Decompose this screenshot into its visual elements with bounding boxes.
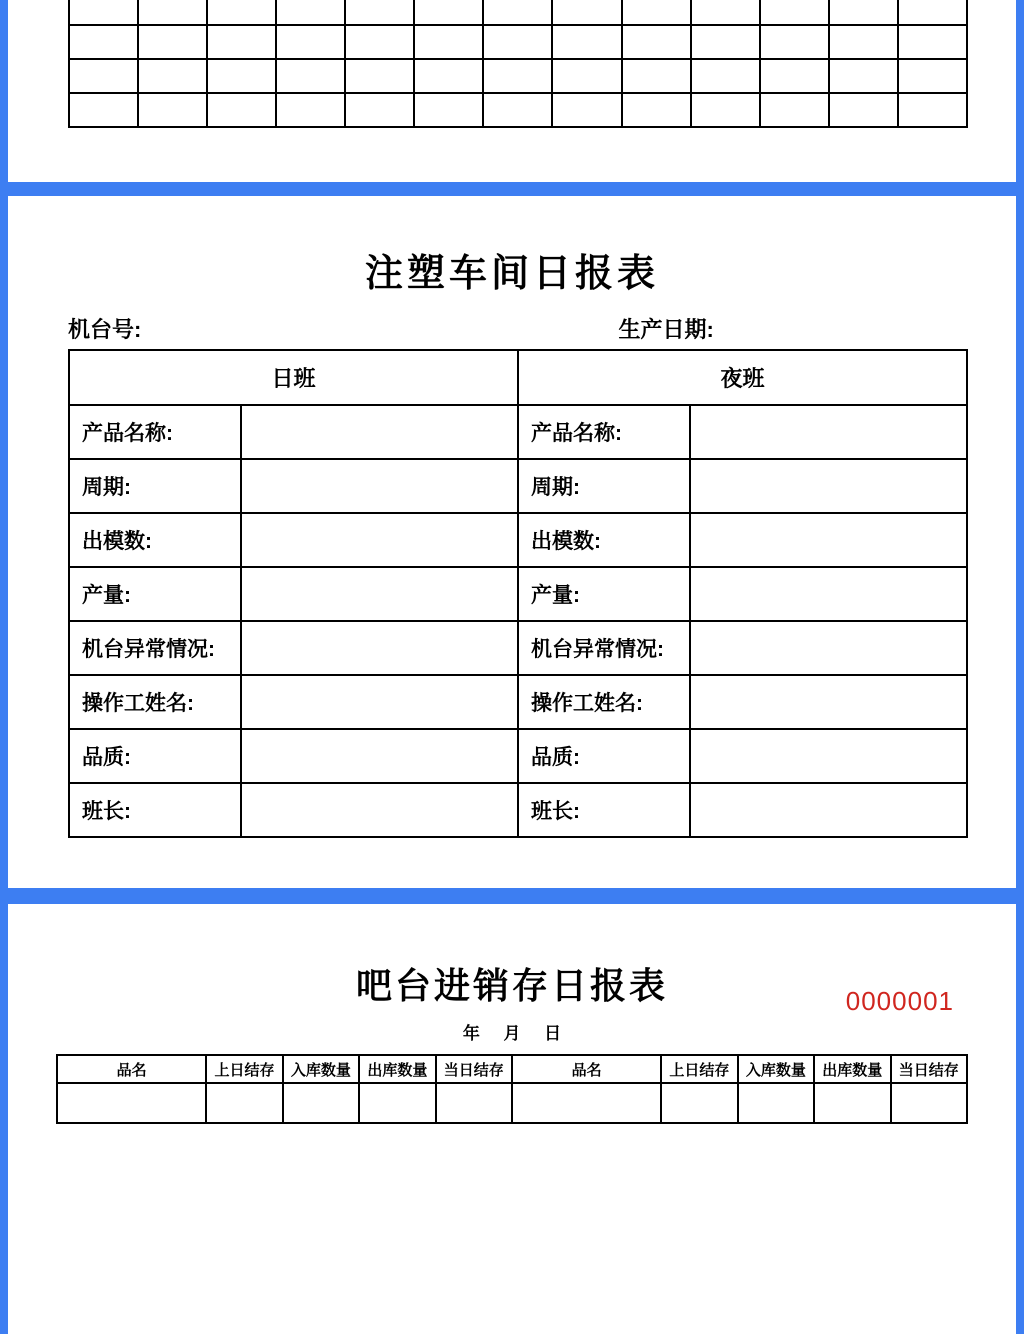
grid-cell (552, 93, 621, 127)
grid-cell (760, 0, 829, 25)
grid-cell (207, 25, 276, 59)
grid-cell (414, 25, 483, 59)
grid-row (69, 93, 967, 127)
injection-form-title: 注塑车间日报表 (364, 253, 659, 295)
inventory-header-cell: 入库数量 (738, 1055, 814, 1083)
day-field-value (241, 513, 518, 567)
grid-cell (69, 0, 138, 25)
night-shift-header: 夜班 (518, 350, 967, 405)
injection-form-card (8, 196, 1016, 888)
shift-table-row (69, 405, 967, 459)
grid-cell (622, 25, 691, 59)
shift-table-row (69, 675, 967, 729)
grid-cell (898, 59, 967, 93)
night-field-value (690, 405, 968, 459)
day-field-value (241, 783, 518, 837)
inventory-cell (814, 1083, 890, 1123)
machine-no-label: 机台号: (68, 316, 142, 342)
night-field-label: 机台异常情况: (518, 621, 690, 675)
grid-row (69, 0, 967, 25)
inventory-table (56, 1054, 968, 1124)
night-field-label: 班长: (518, 783, 690, 837)
night-field-label: 产量: (518, 567, 690, 621)
inventory-header-cell: 当日结存 (891, 1055, 967, 1083)
day-field-value (241, 459, 518, 513)
day-field-value (241, 675, 518, 729)
shift-table-row (69, 459, 967, 513)
grid-cell (622, 0, 691, 25)
day-field-value (241, 729, 518, 783)
shift-table-row (69, 621, 967, 675)
inventory-header-cell: 出库数量 (359, 1055, 435, 1083)
night-field-value (690, 675, 968, 729)
shift-table-row (69, 567, 967, 621)
grid-cell (898, 25, 967, 59)
production-date-label: 生产日期: (618, 316, 714, 342)
grid-cell (276, 93, 345, 127)
night-field-label: 操作工姓名: (518, 675, 690, 729)
grid-cell (622, 93, 691, 127)
day-shift-header: 日班 (69, 350, 518, 405)
grid-cell (138, 0, 207, 25)
night-field-label: 品质: (518, 729, 690, 783)
inventory-blank-row (57, 1083, 967, 1123)
grid-cell (760, 59, 829, 93)
night-field-value (690, 729, 968, 783)
night-field-label: 产品名称: (518, 405, 690, 459)
day-field-value (241, 405, 518, 459)
grid-cell (483, 25, 552, 59)
grid-cell (414, 0, 483, 25)
night-field-value (690, 567, 968, 621)
grid-cell (276, 25, 345, 59)
grid-cell (414, 59, 483, 93)
grid-cell (552, 0, 621, 25)
grid-cell (69, 25, 138, 59)
inventory-header-cell: 品名 (512, 1055, 661, 1083)
grid-cell (138, 59, 207, 93)
night-field-value (690, 513, 968, 567)
blank-grid-body (69, 0, 967, 127)
grid-cell (898, 0, 967, 25)
inventory-header-row (57, 1055, 967, 1083)
grid-cell (898, 93, 967, 127)
grid-cell (829, 25, 898, 59)
day-field-value (241, 621, 518, 675)
inventory-cell (206, 1083, 282, 1123)
inventory-header-cell: 品名 (57, 1055, 206, 1083)
day-field-value (241, 567, 518, 621)
grid-cell (69, 59, 138, 93)
grid-row (69, 25, 967, 59)
grid-cell (138, 93, 207, 127)
grid-cell (760, 25, 829, 59)
grid-cell (691, 59, 760, 93)
inventory-header-cell: 入库数量 (283, 1055, 359, 1083)
day-field-label: 周期: (69, 459, 241, 513)
injection-meta-row (68, 314, 956, 342)
grid-cell (276, 59, 345, 93)
inventory-cell (436, 1083, 512, 1123)
grid-cell (483, 59, 552, 93)
grid-cell (345, 25, 414, 59)
night-field-label: 出模数: (518, 513, 690, 567)
grid-cell (207, 93, 276, 127)
grid-cell (691, 0, 760, 25)
grid-cell (138, 25, 207, 59)
grid-cell (691, 25, 760, 59)
inventory-header-cell: 上日结存 (206, 1055, 282, 1083)
shift-table-row (69, 783, 967, 837)
grid-cell (760, 93, 829, 127)
day-field-label: 出模数: (69, 513, 241, 567)
grid-cell (691, 93, 760, 127)
top-partial-form-card (8, 0, 1016, 182)
inventory-cell (738, 1083, 814, 1123)
day-field-label: 品质: (69, 729, 241, 783)
inventory-header-cell: 出库数量 (814, 1055, 890, 1083)
day-field-label: 操作工姓名: (69, 675, 241, 729)
grid-cell (207, 0, 276, 25)
day-field-label: 产品名称: (69, 405, 241, 459)
night-field-value (690, 783, 968, 837)
blank-grid-table (68, 0, 968, 128)
grid-row (69, 59, 967, 93)
day-field-label: 产量: (69, 567, 241, 621)
grid-cell (414, 93, 483, 127)
grid-cell (622, 59, 691, 93)
grid-cell (483, 93, 552, 127)
inventory-cell (283, 1083, 359, 1123)
date-line: 年 月 日 (462, 1024, 562, 1043)
grid-cell (483, 0, 552, 25)
inventory-header-cell: 上日结存 (661, 1055, 737, 1083)
day-field-label: 机台异常情况: (69, 621, 241, 675)
inventory-cell (57, 1083, 206, 1123)
serial-number: 0000001 (845, 986, 954, 1016)
night-field-value (690, 621, 968, 675)
grid-cell (276, 0, 345, 25)
grid-cell (829, 0, 898, 25)
shift-table-row (69, 729, 967, 783)
inventory-header-cell: 当日结存 (436, 1055, 512, 1083)
shift-table (68, 349, 968, 838)
inventory-cell (359, 1083, 435, 1123)
grid-cell (345, 0, 414, 25)
night-field-value (690, 459, 968, 513)
bar-form-title: 吧台进销存日报表 (355, 965, 668, 1006)
shift-table-row (69, 513, 967, 567)
grid-cell (829, 93, 898, 127)
night-field-label: 周期: (518, 459, 690, 513)
grid-cell (207, 59, 276, 93)
day-field-label: 班长: (69, 783, 241, 837)
inventory-cell (891, 1083, 967, 1123)
inventory-cell (661, 1083, 737, 1123)
grid-cell (345, 59, 414, 93)
grid-cell (552, 59, 621, 93)
grid-cell (69, 93, 138, 127)
grid-cell (345, 93, 414, 127)
inventory-cell (512, 1083, 661, 1123)
bar-inventory-form-card (8, 904, 1016, 1334)
grid-cell (552, 25, 621, 59)
grid-cell (829, 59, 898, 93)
shift-header-row (69, 350, 967, 405)
